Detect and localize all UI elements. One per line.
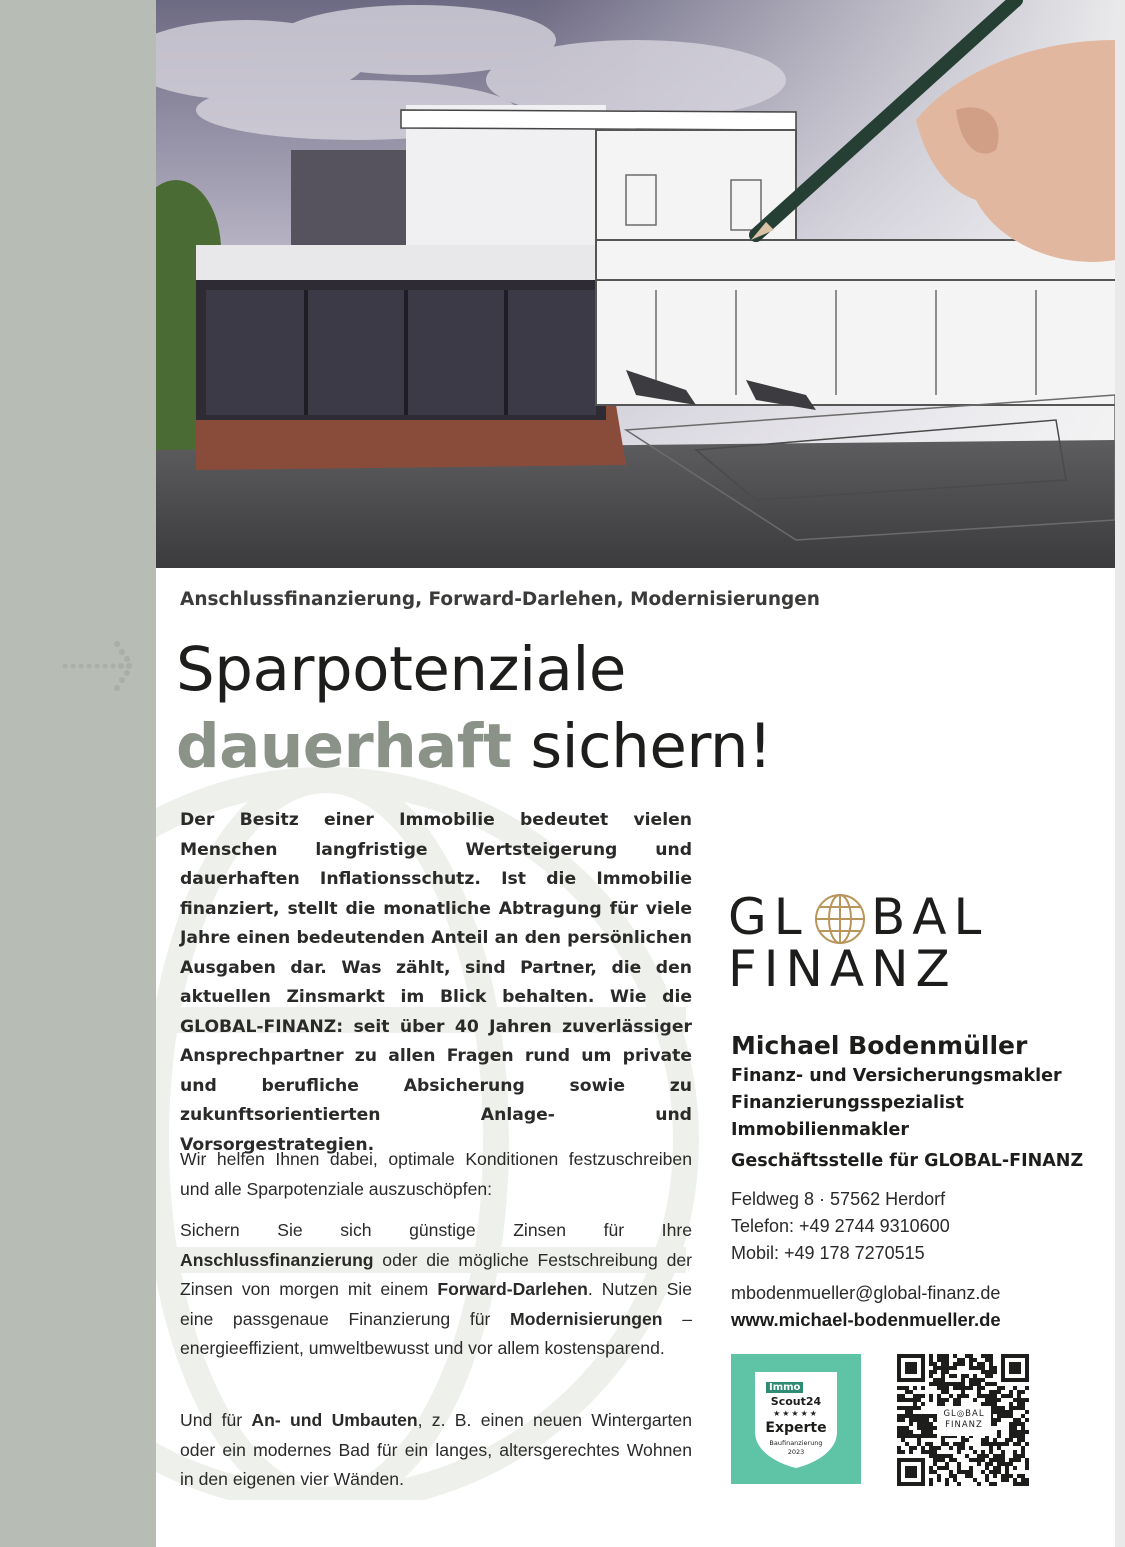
body-paragraph-3 [180,1216,692,1364]
qr-logo [937,1406,991,1436]
contact-role: Finanz- und Versicherungsmakler [731,1066,1062,1086]
badge-year: 2023 [787,1448,805,1456]
contact-mobile[interactable]: Mobil: +49 178 7270515 [731,1243,925,1263]
contact-role: Finanzierungsspezialist [731,1093,964,1113]
headline-line-1: Sparpotenziale [176,634,626,705]
contact-email-link[interactable]: mbodenmueller@global-finanz.de [731,1283,1001,1303]
contact-phone[interactable]: Telefon: +49 2744 9310600 [731,1216,950,1236]
contact-website-link[interactable]: www.michael-bodenmueller.de [731,1309,1001,1330]
bold-span: Modernisierungen [510,1308,663,1329]
bold-span: Forward-Darlehen [437,1279,588,1299]
text-span: oder die mögliche Festschreibung der Zinsen von morgen mit einem [180,1249,692,1299]
logo-text-gl: GL [728,888,809,946]
logo-text-finanz: FINANZ [728,940,957,998]
bold-span: Anschlussfinanzierung [180,1249,374,1270]
headline-rest: sichern! [511,711,772,782]
body-paragraph-2: Wir helfen Ihnen dabei, optimale Konditionen festzuschreiben und alle Sparpotenziale auszuschöpfen: [180,1149,692,1199]
badge-title: Experte [765,1420,827,1436]
page-edge [1115,0,1125,1547]
logo-text-bal: BAL [871,888,989,946]
text-span: – energieeffizient, umweltbewusst und vor allem kostensparend. [180,1308,692,1358]
headline-accent: dauerhaft [176,711,512,782]
globe-icon [813,892,867,946]
text-span: Sichern Sie sich günstige Zinsen für Ihre [180,1220,692,1240]
text-span: . Nutzen Sie eine passgenaue Finanzierung für [180,1279,693,1329]
headline-line-2 [176,707,772,787]
qr-code[interactable] [897,1354,1029,1486]
badge-brand-immo: Immo [766,1382,803,1393]
left-color-stripe [0,0,156,1547]
badge-stars: ★★★★★ [773,1409,819,1418]
contact-address: Feldweg 8 · 57562 Herdorf [731,1189,946,1209]
bold-span: An- und Umbauten [251,1410,418,1430]
contact-role: Immobilienmakler [731,1120,910,1140]
qr-logo-line-1: GL◎BAL [943,1409,985,1419]
intro-paragraph: Der Besitz einer Immobilie bedeutet vielen Menschen langfristige Wertsteigerung und dauerhaften Inflationsschutz. Ist die Immobilie finanziert, stellt die monatliche Abtragung für viele Jahre einen bedeutenden Anteil an den persönlichen Ausgaben dar. Was zählt, sind Partner, die den aktuellen Zinsmarkt im Blick behalten. Wie die GLOBAL-FINANZ: seit über 40 Jahren zuverlässiger Ansprechpartner zu allen Fragen rund um private und berufliche Absicherung sowie zu zukunftsorientierten Anlage- und Vorsorgestrategien. [180,810,692,1155]
dotted-arrow-icon [60,638,140,694]
qr-logo-line-2: FINANZ [945,1420,983,1430]
contact-name: Michael Bodenmüller [731,1031,1028,1060]
subheading: Anschlussfinanzierung, Forward-Darlehen, Modernisierungen [180,589,820,610]
contact-branch: Geschäftsstelle für GLOBAL-FINANZ [731,1151,1084,1171]
text-span: Und für [180,1410,252,1430]
badge-subtitle: Baufinanzierung [769,1439,823,1447]
hero-image-house-sketch [156,0,1115,568]
body-paragraph-4 [180,1406,692,1495]
text-span: , z. B. einen neuen Wintergarten oder ein modernes Bad für ein langes, altersgerechtes Wohnen in den eigenen vier Wänden. [180,1410,693,1489]
badge-brand-scout: Scout24 [770,1395,822,1408]
immoscout-expert-badge [731,1354,861,1484]
global-finanz-logo [728,888,989,998]
